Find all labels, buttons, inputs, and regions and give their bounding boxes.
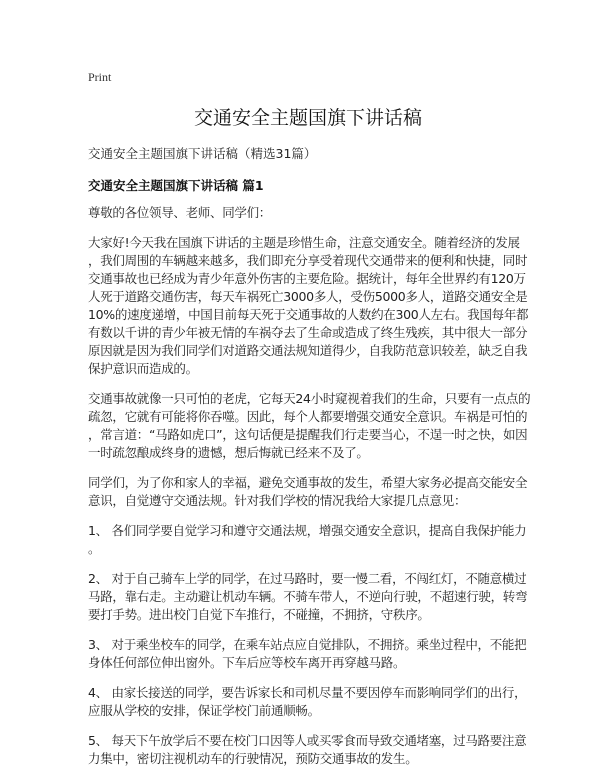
paragraph [88,684,528,720]
paragraph [88,522,528,558]
paragraph-line: 要打手势。进出校门自觉下车推行，不碰撞，不拥挤，守秩序。 [88,607,430,622]
paragraph-line: 。 [88,541,101,556]
paragraph-line: 原因就是因为我们同学们对道路交通法规知道得少，自我防范意识较差，缺乏自我 [88,343,528,358]
paragraph-line: ，我们周围的车辆越来越多，我们即充分享受着现代交通带来的便利和快捷，同时 [88,253,528,268]
paragraph-line: 尊敬的各位领导、老师、同学们： [88,205,272,220]
paragraph-line: ，常言道：“马路如虎口”，这句话便是提醒我们行走要当心，不逞一时之快，如因 [88,427,528,442]
paragraph-line: 10%的速度递增，中国目前每天死于交通事故的人数约在300人左右。我国每年都 [88,307,529,322]
paragraph-line: 1、 各们同学要自觉学习和遵守交通法规，增强交通安全意识，提高自我保护能力 [88,523,527,538]
paragraph-line: 人死于道路交通伤害，每天车祸死亡3000多人，受伤5000多人，道路交通安全是 [88,289,528,304]
paragraph [88,234,528,378]
paragraph-line: 疏忽，它就有可能将你吞噬。因此，每个人都要增强交通安全意识。车祸是可怕的 [88,409,528,424]
paragraph-line: 同学们，为了你和家人的幸福，避免交通事故的发生，希望大家务必提高交能安全 [88,475,528,490]
paragraph-line: 4、 由家长接送的同学，要告诉家长和司机尽量不要因停车而影响同学们的出行， [88,685,527,700]
paragraph-line: 一时疏忽酿成终身的遗憾，想后悔就已经来不及了。 [88,445,369,460]
paragraph-line: 有数以千讲的青少年被无情的车祸夺去了生命或造成了终生残疾，其中很大一部分 [88,325,528,340]
paragraph-line: 力集中，密切注视机动车的行驶情况，预防交通事故的发生。 [88,751,418,766]
paragraph-line: 大家好!今天我在国旗下讲话的主题是珍惜生命，注意交通安全。随着经济的发展 [88,235,520,250]
section-heading: 交通安全主题国旗下讲话稿 篇1 [88,178,264,193]
paragraph-line: 3、 对于乘坐校车的同学，在乘车站点应自觉排队，不拥挤。乘坐过程中，不能把 [88,637,527,652]
paragraph-line: 交通事故也已经成为青少年意外伤害的主要危险。据统计，每年全世界约有120万 [88,271,526,286]
document-body [88,204,531,768]
paragraph-line: 意识，自觉遵守交通法规。针对我们学校的情况我给大家提几点意见： [88,493,467,508]
paragraph-line: 交通事故就像一只可怕的老虎，它每天24小时窥视着我们的生命，只要有一点点的 [88,391,531,406]
paragraph [88,732,528,768]
paragraph-line: 马路，靠右走。主动避让机动车辆。不骑车带人，不逆向行驶，不超速行驶，转弯 [88,589,528,604]
document-title: 交通安全主题国旗下讲话稿 [193,107,422,129]
paragraph [88,474,528,510]
paragraph-line: 身体任何部位伸出窗外。下车后应等校车离开再穿越马路。 [88,655,406,670]
paragraph [88,636,528,672]
paragraph [88,390,531,462]
paragraph-line: 保护意识而造成的。 [88,361,198,376]
paragraph-line: 2、 对于自己骑车上学的同学，在过马路时，要一慢二看，不闯红灯，不随意横过 [88,571,527,586]
paragraph [88,204,528,222]
paragraph [88,570,528,624]
document-page [88,70,531,780]
paragraph-line: 应服从学校的安排，保证学校门前通顺畅。 [88,703,320,718]
print-link[interactable]: Print [88,70,112,84]
document-subtitle: 交通安全主题国旗下讲话稿（精选31篇） [88,146,317,161]
paragraph-line: 5、 每天下午放学后不要在校门口因等人或买零食而导致交通堵塞，过马路要注意 [88,733,527,748]
